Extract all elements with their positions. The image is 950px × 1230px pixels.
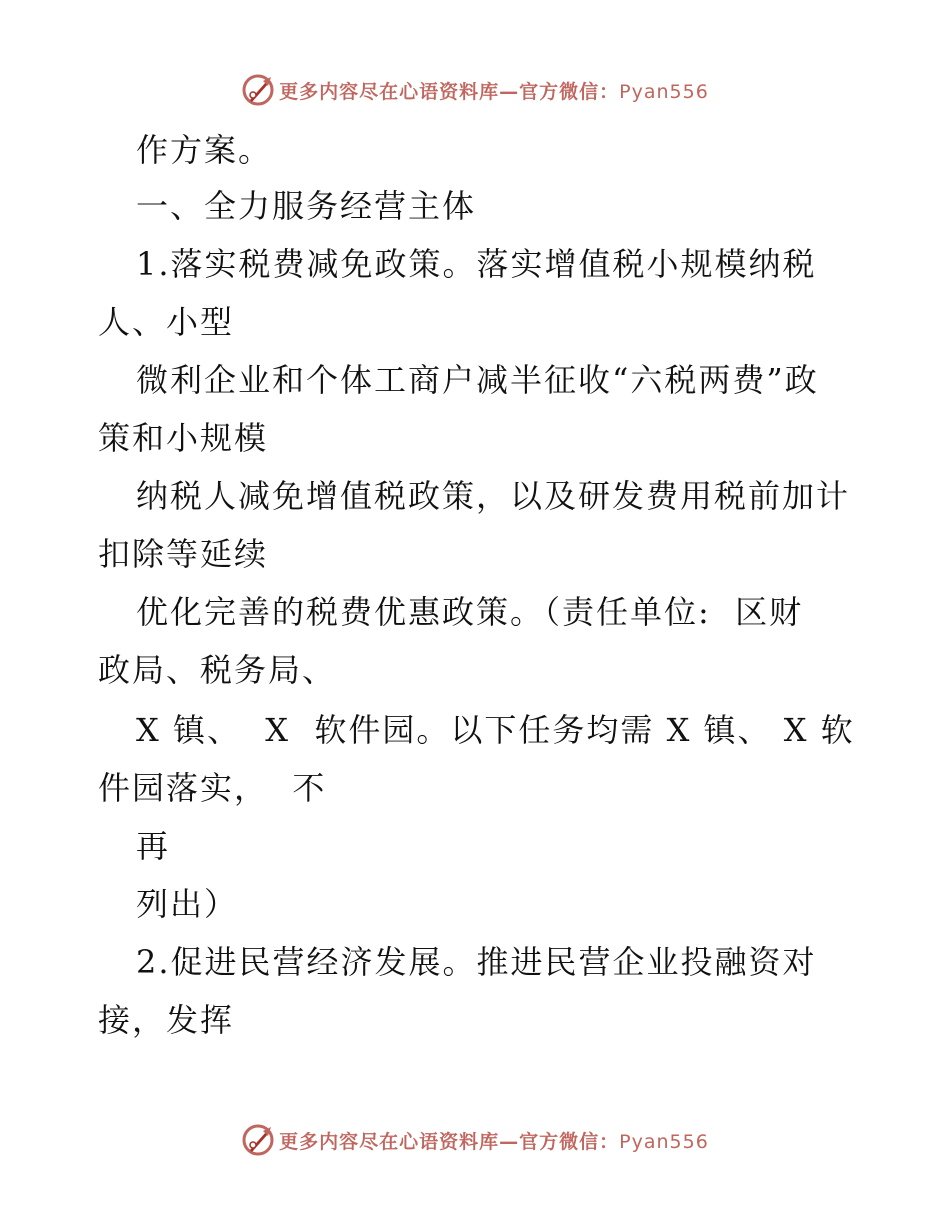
- quill-pen-logo-icon: [241, 73, 275, 107]
- text-line: 再: [136, 827, 171, 865]
- text-line: 微利企业和个体工商户减半征收“六税两费”政: [136, 361, 819, 399]
- text-line: 政局、税务局、: [98, 651, 337, 689]
- text-line: 扣除等延续: [98, 535, 269, 573]
- header-watermark: [0, 70, 950, 110]
- section-heading: 一、全力服务经营主体: [136, 187, 477, 225]
- banner-text: 更多内容尽在心语资料库—官方微信：: [279, 1130, 620, 1153]
- text-line: X 镇、 X 软件园。以下任务均需 X 镇、 X 软: [136, 711, 855, 749]
- text-line: 纳税人减免增值税政策，以及研发费用税前加计: [136, 477, 851, 515]
- quill-pen-logo-icon: [241, 1123, 275, 1157]
- banner-text: 更多内容尽在心语资料库—官方微信：: [279, 80, 620, 103]
- banner-wechat-id: Pyan556: [619, 1130, 709, 1153]
- text-line: 作方案。: [136, 131, 273, 169]
- text-line: 接，发挥: [98, 1001, 235, 1039]
- text-line: 列出）: [136, 885, 239, 923]
- text-line: 件园落实， 不: [98, 769, 327, 807]
- banner-wechat-id: Pyan556: [619, 80, 709, 103]
- text-line: 策和小规模: [98, 419, 269, 457]
- text-line: 优化完善的税费优惠政策。（责任单位: 区财: [136, 593, 804, 631]
- footer-watermark: [0, 1120, 950, 1160]
- text-line: 人、小型: [98, 303, 235, 341]
- text-line: 2.促进民营经济发展。推进民营企业投融资对: [136, 943, 817, 981]
- text-line: 1.落实税费减免政策。落实增值税小规模纳税: [136, 245, 817, 283]
